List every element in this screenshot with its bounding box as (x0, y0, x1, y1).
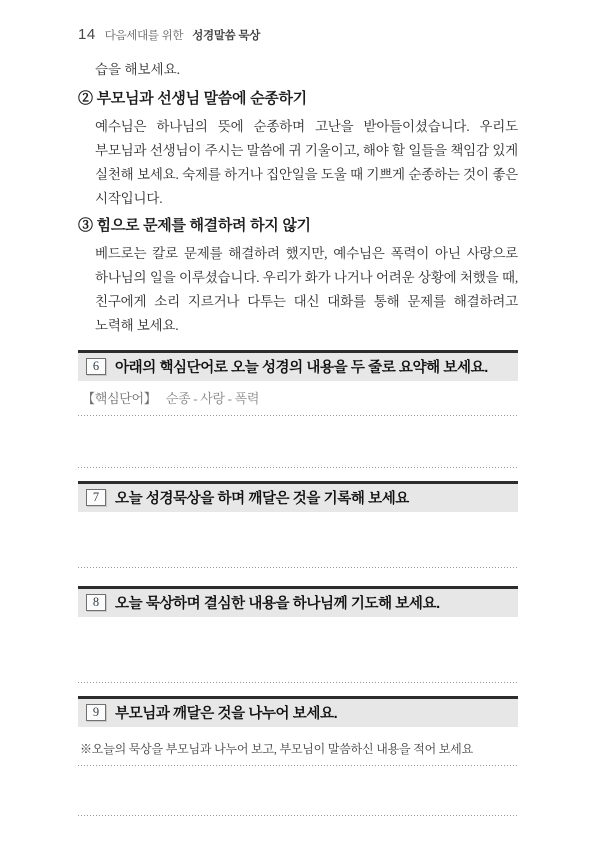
keywords-label: 【핵심단어】 (82, 391, 157, 406)
task-6-keywords-row (78, 388, 518, 415)
answer-space (78, 512, 518, 567)
answer-line (78, 467, 518, 469)
answer-line (78, 682, 518, 684)
task-9-title: 부모님과 깨달은 것을 나누어 보세요. (115, 706, 338, 722)
task-8-title: 오늘 묵상하며 결심한 내용을 하나님께 기도해 보세요. (115, 596, 440, 612)
section-body-3: 베드로는 칼로 문제를 해결하려 했지만, 예수님은 폭력이 아닌 사랑으로 하나님의 일을 이루셨습니다. 우리가 화가 나거나 어려운 상황에 처했을 때, 친구에게 소리 지르거나 다투는 대신 대화를 통해 문제를 해결하려고 노력해 보세요. (95, 246, 518, 333)
section-body-2: 예수님은 하나님의 뜻에 순종하며 고난을 받아들이셨습니다. 우리도 부모님과 선생님이 주시는 말씀에 귀 기울이고, 해야 할 일들을 책임감 있게 실천해 보세요. 숙제를 하거나 집안일을 도울 때 기쁘게 순종하는 것이 좋은 시작입니다. (95, 119, 518, 206)
task-7 (78, 481, 518, 569)
section-heading-2: ② 부모님과 선생님 말씀에 순종하기 (78, 90, 307, 107)
task-6-title: 아래의 핵심단어로 오늘 성경의 내용을 두 줄로 요약해 보세요. (115, 360, 488, 376)
task-9 (78, 696, 518, 817)
answer-space (78, 617, 518, 682)
page-number: 14 (78, 26, 96, 43)
answer-line (78, 815, 518, 817)
answer-line (78, 567, 518, 569)
carryover-text: 습을 해보세요. (95, 62, 180, 77)
task-8-number-box: 8 (86, 594, 106, 611)
series-title: 다음세대를 위한 (104, 30, 184, 42)
task-6-number-box: 6 (86, 358, 106, 375)
task-8 (78, 586, 518, 684)
task-8-header-bar (78, 586, 518, 617)
task-9-number-box: 9 (86, 704, 106, 721)
task-9-note: ※오늘의 묵상을 부모님과 나누어 보고, 부모님이 말씀하신 내용을 적어 보세요 (80, 742, 473, 756)
task-7-number-box: 7 (86, 489, 106, 506)
book-title: 성경말씀 묵상 (192, 30, 260, 42)
task-9-header-bar (78, 696, 518, 727)
task-6 (78, 350, 518, 469)
answer-space (78, 417, 518, 467)
task-7-title: 오늘 성경묵상을 하며 깨달은 것을 기록해 보세요 (115, 491, 409, 507)
running-header (78, 26, 518, 42)
keywords-values: 순종 - 사랑 - 폭력 (165, 391, 260, 406)
answer-space (78, 767, 518, 815)
task-7-header-bar (78, 481, 518, 512)
task-6-header-bar (78, 350, 518, 381)
section-heading-3: ③ 힘으로 문제를 해결하려 하지 않기 (78, 217, 311, 234)
